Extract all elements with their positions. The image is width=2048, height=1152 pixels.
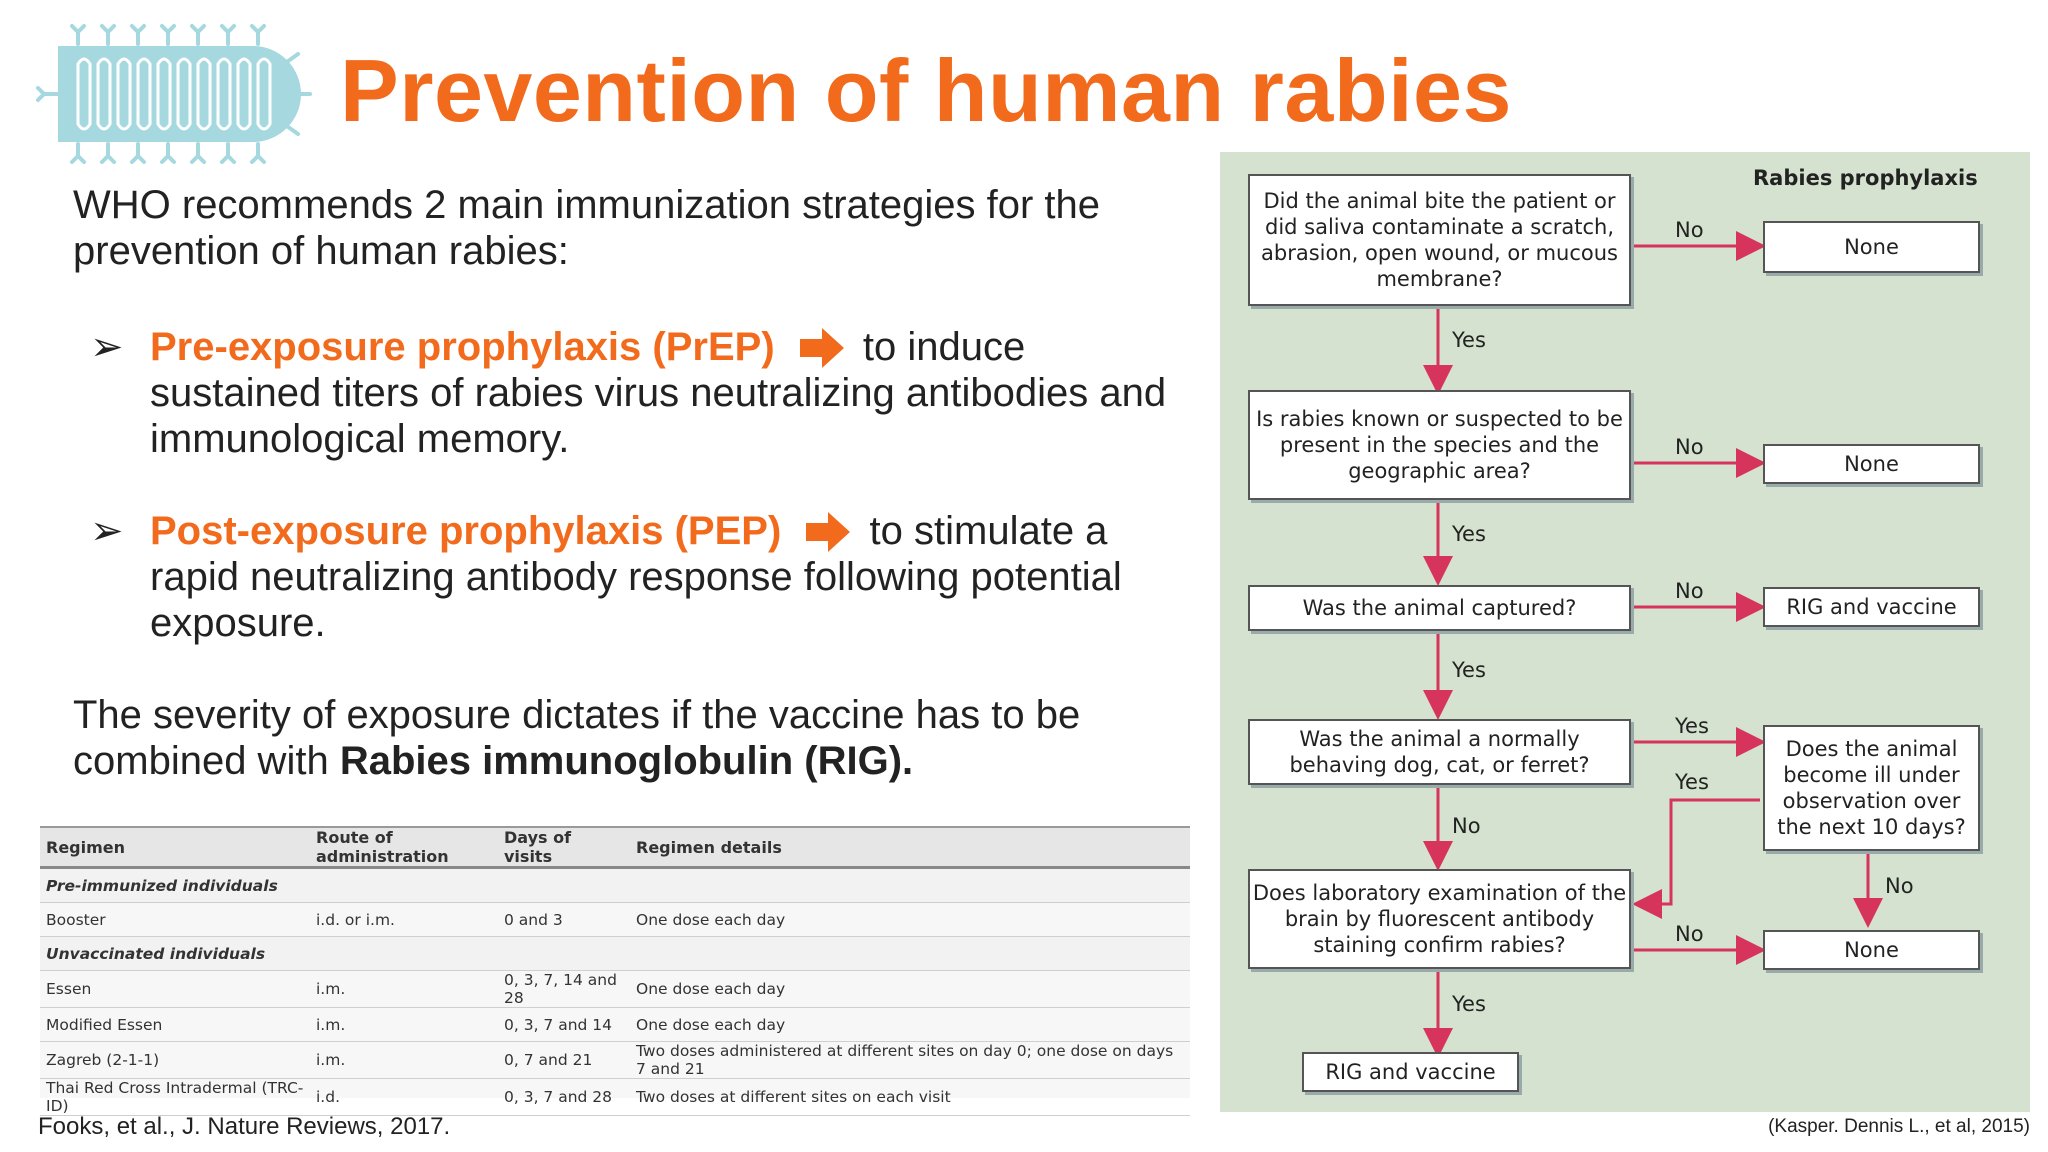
table-cell: One dose each day bbox=[630, 903, 1190, 937]
strategy-lead: to stimulate a bbox=[869, 509, 1108, 553]
virus-logo-icon bbox=[18, 14, 318, 174]
right-arrow-icon bbox=[800, 328, 844, 368]
table-cell: One dose each day bbox=[630, 971, 1190, 1008]
flow-label-yes: Yes bbox=[1452, 328, 1486, 352]
flow-outcome-none: None bbox=[1763, 221, 1980, 273]
severity-rig: Rabies immunoglobulin (RIG). bbox=[339, 739, 914, 783]
strategy-pep bbox=[90, 508, 1170, 646]
flow-question-observation: Does the animal become ill under observation over the next 10 days? bbox=[1763, 725, 1980, 851]
table-cell: 0, 3, 7 and 14 bbox=[498, 1008, 630, 1042]
citation-right: (Kasper. Dennis L., et al, 2015) bbox=[1768, 1116, 2030, 1137]
table-cell: Two doses administered at different sites on day 0; one dose on days 7 and 21 bbox=[630, 1042, 1190, 1079]
table-cell: Thai Red Cross Intradermal (TRC-ID) bbox=[40, 1079, 310, 1116]
table-cell: Modified Essen bbox=[40, 1008, 310, 1042]
citation-left: Fooks, et al., J. Nature Reviews, 2017. bbox=[38, 1113, 451, 1140]
flow-label-no: No bbox=[1675, 579, 1704, 603]
column-header: Days of visits bbox=[498, 827, 630, 868]
flow-label-no: No bbox=[1675, 218, 1704, 242]
flow-label-no: No bbox=[1675, 922, 1704, 946]
table-group-row bbox=[40, 868, 1190, 903]
table-cell: Zagreb (2-1-1) bbox=[40, 1042, 310, 1079]
regimen-table-container bbox=[40, 826, 1190, 1115]
rabies-prophylaxis-flowchart bbox=[1220, 152, 2030, 1112]
table-cell: 0, 7 and 21 bbox=[498, 1042, 630, 1079]
severity-text bbox=[73, 692, 1173, 784]
strategy-name: Pre-exposure prophylaxis (PrEP) bbox=[150, 325, 775, 369]
right-arrow-icon bbox=[806, 512, 850, 552]
table-cell: One dose each day bbox=[630, 1008, 1190, 1042]
table-cell: i.m. bbox=[310, 971, 498, 1008]
table-cell: Two doses at different sites on each visit bbox=[630, 1079, 1190, 1116]
table-cell: i.m. bbox=[310, 1008, 498, 1042]
table-cell: i.d. or i.m. bbox=[310, 903, 498, 937]
severity-body: The severity of exposure dictates if the vaccine has to be combined with bbox=[73, 693, 1081, 783]
flow-label-yes: Yes bbox=[1452, 992, 1486, 1016]
flow-label-yes: Yes bbox=[1675, 770, 1709, 794]
flow-outcome-rig: RIG and vaccine bbox=[1763, 587, 1980, 627]
flow-outcome-none: None bbox=[1763, 444, 1980, 484]
flow-label-no: No bbox=[1675, 435, 1704, 459]
flow-label-yes: Yes bbox=[1452, 522, 1486, 546]
group-label: Pre-immunized individuals bbox=[40, 868, 1190, 903]
regimen-table bbox=[40, 826, 1190, 1116]
strategy-lead: to induce bbox=[862, 325, 1026, 369]
table-group-row bbox=[40, 937, 1190, 971]
flow-label-yes: Yes bbox=[1452, 658, 1486, 682]
table-cell: i.d. bbox=[310, 1079, 498, 1116]
flow-question-behaving: Was the animal a normally behaving dog, cat, or ferret? bbox=[1248, 719, 1631, 785]
table-row bbox=[40, 1079, 1190, 1116]
intro-text: WHO recommends 2 main immunization strategies for the prevention of human rabies: bbox=[73, 183, 1101, 273]
strategy-name: Post-exposure prophylaxis (PEP) bbox=[150, 509, 782, 553]
flowchart-title: Rabies prophylaxis bbox=[1753, 166, 1978, 190]
flow-question-species: Is rabies known or suspected to be present in the species and the geographic area? bbox=[1248, 390, 1631, 500]
table-row bbox=[40, 971, 1190, 1008]
table-cell: i.m. bbox=[310, 1042, 498, 1079]
flow-question-bite: Did the animal bite the patient or did saliva contaminate a scratch, abrasion, open wound, or mucous membrane? bbox=[1248, 174, 1631, 306]
flow-question-captured: Was the animal captured? bbox=[1248, 585, 1631, 631]
strategy-prep bbox=[90, 324, 1170, 462]
group-label: Unvaccinated individuals bbox=[40, 937, 1190, 971]
table-cell: 0, 3, 7 and 28 bbox=[498, 1079, 630, 1116]
flow-question-lab-exam: Does laboratory examination of the brain by fluorescent antibody staining confirm rabies? bbox=[1248, 869, 1631, 969]
column-header: Regimen bbox=[40, 827, 310, 868]
table-cell: 0 and 3 bbox=[498, 903, 630, 937]
bullet-icon: ➢ bbox=[90, 325, 124, 369]
flow-label-yes: Yes bbox=[1675, 714, 1709, 738]
table-cell: Booster bbox=[40, 903, 310, 937]
strategy-desc: rapid neutralizing antibody response following potential exposure. bbox=[150, 555, 1122, 645]
flow-outcome-none: None bbox=[1763, 930, 1980, 970]
table-header-row bbox=[40, 827, 1190, 868]
bullet-icon: ➢ bbox=[90, 509, 124, 553]
table-cell: 0, 3, 7, 14 and 28 bbox=[498, 971, 630, 1008]
column-header: Regimen details bbox=[630, 827, 1190, 868]
table-cell: Essen bbox=[40, 971, 310, 1008]
flow-label-no: No bbox=[1452, 814, 1481, 838]
flow-outcome-rig: RIG and vaccine bbox=[1302, 1052, 1519, 1092]
flow-label-no: No bbox=[1885, 874, 1914, 898]
page-title: Prevention of human rabies bbox=[340, 41, 1512, 140]
table-row bbox=[40, 903, 1190, 937]
table-row bbox=[40, 1008, 1190, 1042]
strategy-desc: sustained titers of rabies virus neutralizing antibodies and immunological memory. bbox=[150, 371, 1167, 461]
table-row bbox=[40, 1042, 1190, 1079]
column-header: Route of administration bbox=[310, 827, 498, 868]
